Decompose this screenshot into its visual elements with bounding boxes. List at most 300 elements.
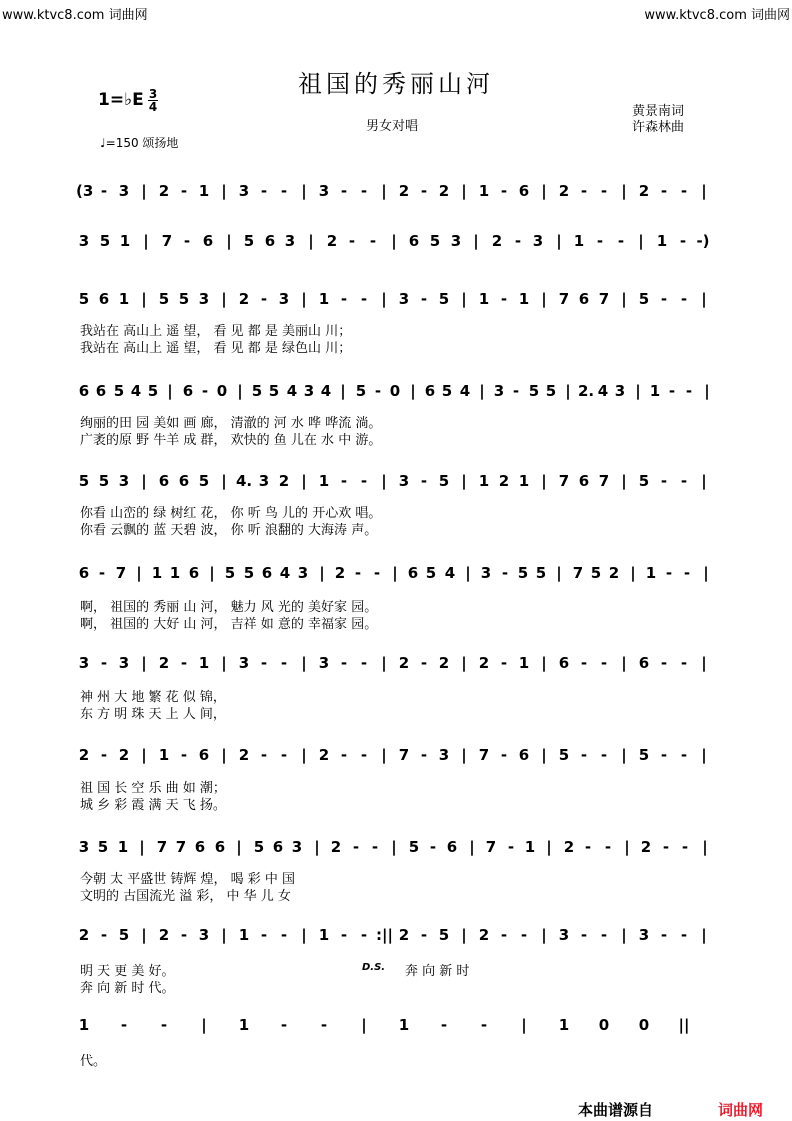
note: - xyxy=(100,182,108,200)
note: 6 xyxy=(424,382,436,400)
note: 6 xyxy=(272,838,284,856)
note: - xyxy=(160,1016,168,1034)
note: - xyxy=(512,382,520,400)
note: - xyxy=(680,290,688,308)
barline: | xyxy=(461,926,467,944)
note: 2 xyxy=(491,232,503,250)
note: 2 xyxy=(238,746,250,764)
lyricist-credit: 黄景南词 xyxy=(632,104,685,119)
note: 5 xyxy=(438,290,450,308)
note: - xyxy=(360,290,368,308)
note: - xyxy=(680,746,688,764)
note: - xyxy=(596,232,604,250)
lyric-line-9: 代。 xyxy=(80,1054,107,1069)
barline: | xyxy=(541,290,547,308)
note: 5 xyxy=(438,926,450,944)
barline: | xyxy=(638,232,644,250)
note: 7 xyxy=(598,290,610,308)
score-row-8 xyxy=(76,736,716,776)
note: 3 xyxy=(450,232,462,250)
note: - xyxy=(685,382,693,400)
barline: | xyxy=(340,382,346,400)
barline: | xyxy=(541,182,547,200)
note: 2 xyxy=(640,838,652,856)
note: 6 xyxy=(178,472,190,490)
note: 1 xyxy=(518,654,530,672)
note: 5 xyxy=(243,232,255,250)
note: 4 xyxy=(279,564,291,582)
note: 5 xyxy=(98,472,110,490)
note: 2 xyxy=(78,926,90,944)
note: 5 xyxy=(425,564,437,582)
note: - xyxy=(429,838,437,856)
note: 1 xyxy=(119,232,131,250)
note: 3 xyxy=(614,382,626,400)
barline: | xyxy=(541,926,547,944)
barline: | xyxy=(361,1016,367,1034)
note: 5 xyxy=(78,290,90,308)
note: 3 xyxy=(297,564,309,582)
note: 1 xyxy=(198,182,210,200)
note: 1 xyxy=(645,564,657,582)
note: 1 xyxy=(478,472,490,490)
note: - xyxy=(514,232,522,250)
barline: | xyxy=(621,472,627,490)
barline: | xyxy=(461,182,467,200)
note: 1 xyxy=(398,1016,410,1034)
note: 5 xyxy=(158,290,170,308)
barline: | xyxy=(469,838,475,856)
note: 6 xyxy=(78,382,90,400)
barline: | xyxy=(621,746,627,764)
barline: | xyxy=(236,838,242,856)
note: 6 xyxy=(408,232,420,250)
note: - xyxy=(680,472,688,490)
note: - xyxy=(668,382,676,400)
barline: | xyxy=(308,232,314,250)
note: 1 xyxy=(318,926,330,944)
note: 3 xyxy=(78,232,90,250)
barline: | xyxy=(141,182,147,200)
lyric-line-3a: 你看 山峦的 绿 树红 花， 你 听 鸟 儿的 开心欢 唱。 xyxy=(80,506,382,521)
note: 2 xyxy=(318,746,330,764)
note: - xyxy=(371,838,379,856)
note: - xyxy=(260,654,268,672)
note: - xyxy=(600,654,608,672)
barline: | xyxy=(381,746,387,764)
note: - xyxy=(183,232,191,250)
note: - xyxy=(260,182,268,200)
note: - xyxy=(420,472,428,490)
barline: | xyxy=(301,472,307,490)
lyric-line-8a: 明 天 更 美 好。 xyxy=(80,964,175,979)
barline: | xyxy=(556,232,562,250)
note: 6 xyxy=(518,746,530,764)
note: 5 xyxy=(97,838,109,856)
key-signature: 1=♭E xyxy=(98,90,144,110)
note: - xyxy=(420,182,428,200)
note: 5 xyxy=(638,746,650,764)
lyric-line-5b: 东 方 明 珠 天 上 人 间， xyxy=(80,707,226,722)
note: 5 xyxy=(113,382,125,400)
note: - xyxy=(280,1016,288,1034)
note: - xyxy=(600,746,608,764)
note: - xyxy=(660,746,668,764)
barline: | xyxy=(621,654,627,672)
note: 0 xyxy=(598,1016,610,1034)
lyric-line-8b: 奔 向 新 时 代。 xyxy=(80,981,175,996)
note: 2 xyxy=(330,838,342,856)
note: - xyxy=(500,290,508,308)
note: 1 xyxy=(318,472,330,490)
note: 6 xyxy=(407,564,419,582)
note: - xyxy=(501,564,509,582)
note: 5 xyxy=(535,564,547,582)
note: 2 xyxy=(478,926,490,944)
note: 2 xyxy=(278,472,290,490)
note: - xyxy=(584,838,592,856)
note: 1 xyxy=(238,926,250,944)
note: 2 xyxy=(158,182,170,200)
note: 3 xyxy=(438,746,450,764)
note: 2 xyxy=(158,926,170,944)
note: - xyxy=(440,1016,448,1034)
note: 1 xyxy=(117,838,129,856)
note: 2 xyxy=(438,182,450,200)
barline: | xyxy=(141,472,147,490)
note: 2 xyxy=(238,290,250,308)
barline: | xyxy=(221,472,227,490)
note: 7 xyxy=(398,746,410,764)
note: 6 xyxy=(98,290,110,308)
note: 2 xyxy=(563,838,575,856)
song-subtitle: 男女对唱 xyxy=(366,119,419,134)
note: 6 xyxy=(578,290,590,308)
barline: | xyxy=(221,290,227,308)
note: 4 xyxy=(597,382,609,400)
note: - xyxy=(348,232,356,250)
barline: | xyxy=(221,746,227,764)
note: 6 xyxy=(261,564,273,582)
barline: | xyxy=(141,290,147,308)
note: - xyxy=(500,654,508,672)
barline: :|| xyxy=(376,926,393,944)
watermark-left: www.ktvc8.com 词曲网 xyxy=(2,8,148,23)
note: 6 xyxy=(264,232,276,250)
note: 3 xyxy=(638,926,650,944)
barline: | xyxy=(141,654,147,672)
note: 3 xyxy=(198,290,210,308)
note: 5 xyxy=(178,290,190,308)
note: - xyxy=(280,746,288,764)
barline: | xyxy=(301,290,307,308)
note: 6 xyxy=(194,838,206,856)
note: 5 xyxy=(78,472,90,490)
note: - xyxy=(280,654,288,672)
note: 5 xyxy=(638,472,650,490)
barline: | xyxy=(301,654,307,672)
note: - xyxy=(120,1016,128,1034)
barline: | xyxy=(221,654,227,672)
note: 7 xyxy=(175,838,187,856)
score-row-9 xyxy=(76,828,716,868)
note: 5 xyxy=(438,472,450,490)
barline: | xyxy=(139,838,145,856)
note: 3 xyxy=(238,182,250,200)
note: - xyxy=(600,926,608,944)
note: 3 xyxy=(558,926,570,944)
barline: | xyxy=(541,472,547,490)
lyric-line-7a: 今朝 太 平盛世 铸辉 煌， 喝 彩 中 国 xyxy=(80,872,296,887)
note: 1 xyxy=(158,746,170,764)
note: - xyxy=(580,654,588,672)
note: 7 xyxy=(558,290,570,308)
note: - xyxy=(280,182,288,200)
note: 1 xyxy=(151,564,163,582)
barline: | xyxy=(624,838,630,856)
lyric-line-6a: 祖 国 长 空 乐 曲 如 潮； xyxy=(80,781,226,796)
barline: | xyxy=(141,746,147,764)
note: 1 xyxy=(649,382,661,400)
note: 5 xyxy=(268,382,280,400)
barline: | xyxy=(167,382,173,400)
barline: | xyxy=(621,926,627,944)
note: 6 xyxy=(95,382,107,400)
note: - xyxy=(600,182,608,200)
note: 7 xyxy=(478,746,490,764)
note: - xyxy=(340,290,348,308)
lyric-line-8c: 奔 向 新 时 xyxy=(405,964,470,979)
note: 5 xyxy=(198,472,210,490)
score-row-11 xyxy=(76,1006,716,1046)
barline: | xyxy=(201,1016,207,1034)
score-row-5 xyxy=(76,462,716,502)
score-row-4 xyxy=(76,372,716,412)
note: 5 xyxy=(147,382,159,400)
note: 1 xyxy=(518,290,530,308)
note: 6 xyxy=(638,654,650,672)
note: 2 xyxy=(438,654,450,672)
barline: | xyxy=(381,472,387,490)
note: (3 xyxy=(76,182,94,200)
lyric-line-2b: 广袤的原 野 牛羊 成 群， 欢快的 鱼 儿在 水 中 游。 xyxy=(80,433,382,448)
note: 3 xyxy=(258,472,270,490)
note: - xyxy=(580,182,588,200)
tempo-marking: ♩=150 颂扬地 xyxy=(100,136,179,150)
note: 6 xyxy=(518,182,530,200)
note: 6 xyxy=(188,564,200,582)
barline: | xyxy=(301,182,307,200)
note: 5 xyxy=(517,564,529,582)
note: 1 xyxy=(478,290,490,308)
note: - xyxy=(500,926,508,944)
note: 2 xyxy=(326,232,338,250)
note: 1 xyxy=(198,654,210,672)
note: 5 xyxy=(638,290,650,308)
barline: | xyxy=(461,472,467,490)
note: 6 xyxy=(446,838,458,856)
barline: | xyxy=(221,926,227,944)
note: - xyxy=(580,746,588,764)
note: 3 xyxy=(398,290,410,308)
note: 3 xyxy=(278,290,290,308)
score-row-10 xyxy=(76,916,716,956)
note: - xyxy=(665,564,673,582)
note: - xyxy=(660,182,668,200)
score-row-7 xyxy=(76,644,716,684)
note: - xyxy=(420,926,428,944)
note: - xyxy=(681,838,689,856)
note: - xyxy=(580,926,588,944)
note: 3 xyxy=(532,232,544,250)
time-signature-top: 3 xyxy=(148,87,158,101)
note: 5 xyxy=(99,232,111,250)
note: 3 xyxy=(118,654,130,672)
note: 7 xyxy=(156,838,168,856)
note: 2 xyxy=(118,746,130,764)
barline: | xyxy=(701,290,707,308)
note: 6 xyxy=(214,838,226,856)
note: - xyxy=(360,926,368,944)
note: 2 xyxy=(608,564,620,582)
note: 0 xyxy=(389,382,401,400)
note: - xyxy=(260,926,268,944)
note: 6 xyxy=(202,232,214,250)
barline: | xyxy=(461,290,467,308)
barline: | xyxy=(314,838,320,856)
note: 0 xyxy=(638,1016,650,1034)
time-signature-bottom: 4 xyxy=(148,100,158,114)
note: 2. xyxy=(578,382,595,400)
note: 2 xyxy=(334,564,346,582)
note: 5 xyxy=(355,382,367,400)
note: - xyxy=(520,926,528,944)
lyric-line-3b: 你看 云飘的 蓝 天碧 波， 你 听 浪翻的 大海涛 声。 xyxy=(80,523,378,538)
lyric-line-2a: 绚丽的田 园 美如 画 廊， 清澈的 河 水 哗 哗流 淌。 xyxy=(80,416,382,431)
note: - xyxy=(180,654,188,672)
footer-source-label: 本曲谱源自 xyxy=(578,1101,654,1119)
note: 4 xyxy=(459,382,471,400)
note: 4 xyxy=(320,382,332,400)
barline: | xyxy=(701,746,707,764)
barline: | xyxy=(621,182,627,200)
note: 2 xyxy=(158,654,170,672)
barline: | xyxy=(541,654,547,672)
note: - xyxy=(617,232,625,250)
note: - xyxy=(420,290,428,308)
barline: | xyxy=(473,232,479,250)
watermark-right: www.ktvc8.com 词曲网 xyxy=(644,8,790,23)
barline: | xyxy=(701,472,707,490)
note: - xyxy=(604,838,612,856)
lyric-line-4a: 啊， 祖国的 秀丽 山 河， 魅力 风 光的 美好家 园。 xyxy=(80,600,378,615)
note: 6 xyxy=(578,472,590,490)
barline: | xyxy=(301,926,307,944)
note: - xyxy=(660,290,668,308)
score-row-1 xyxy=(76,172,716,212)
song-title: 祖国的秀丽山河 xyxy=(298,70,494,98)
barline: | xyxy=(701,654,707,672)
barline: | xyxy=(546,838,552,856)
note: - xyxy=(180,926,188,944)
note: 5 xyxy=(590,564,602,582)
barline: | xyxy=(381,290,387,308)
barline: | xyxy=(392,564,398,582)
note: - xyxy=(180,746,188,764)
note: 3 xyxy=(284,232,296,250)
barline: | xyxy=(461,654,467,672)
barline: | xyxy=(704,382,710,400)
barline: | xyxy=(565,382,571,400)
note: 1 xyxy=(656,232,668,250)
note: 1 xyxy=(118,290,130,308)
barline: | xyxy=(136,564,142,582)
note: 5 xyxy=(429,232,441,250)
barline: | xyxy=(226,232,232,250)
note: - xyxy=(662,838,670,856)
barline: | xyxy=(465,564,471,582)
note: - xyxy=(340,654,348,672)
note: 2 xyxy=(78,746,90,764)
barline: | xyxy=(410,382,416,400)
barline: | xyxy=(541,746,547,764)
note: - xyxy=(660,472,668,490)
time-signature xyxy=(148,88,158,113)
note: - xyxy=(98,564,106,582)
note: 1 xyxy=(518,472,530,490)
lyric-line-1b: 我站在 高山上 遥 望， 看 见 都 是 绿色山 川； xyxy=(80,341,352,356)
note: 2 xyxy=(398,654,410,672)
note: - xyxy=(680,182,688,200)
note: - xyxy=(352,838,360,856)
note: 7 xyxy=(115,564,127,582)
barline: | xyxy=(635,382,641,400)
barline: || xyxy=(678,1016,690,1034)
note: - xyxy=(420,746,428,764)
note: - xyxy=(660,654,668,672)
note: 3 xyxy=(78,838,90,856)
note: - xyxy=(500,182,508,200)
note: - xyxy=(500,746,508,764)
barline: | xyxy=(701,926,707,944)
note: -) xyxy=(696,232,710,250)
note: 2 xyxy=(638,182,650,200)
note: 4. xyxy=(236,472,253,490)
barline: | xyxy=(621,290,627,308)
footer-brand-logo[interactable]: 词曲网 xyxy=(718,1101,764,1119)
note: 3 xyxy=(303,382,315,400)
barline: | xyxy=(143,232,149,250)
note: - xyxy=(480,1016,488,1034)
note: 2 xyxy=(398,182,410,200)
note: - xyxy=(260,746,268,764)
note: 7 xyxy=(598,472,610,490)
barline: | xyxy=(391,838,397,856)
note: 1 xyxy=(573,232,585,250)
note: 0 xyxy=(216,382,228,400)
composer-credit: 许森林曲 xyxy=(632,120,685,135)
note: 2 xyxy=(398,926,410,944)
note: - xyxy=(373,564,381,582)
note: - xyxy=(354,564,362,582)
note: 2 xyxy=(498,472,510,490)
note: 5 xyxy=(528,382,540,400)
note: - xyxy=(680,654,688,672)
note: 3 xyxy=(118,472,130,490)
note: 5 xyxy=(441,382,453,400)
barline: | xyxy=(141,926,147,944)
barline: | xyxy=(461,746,467,764)
